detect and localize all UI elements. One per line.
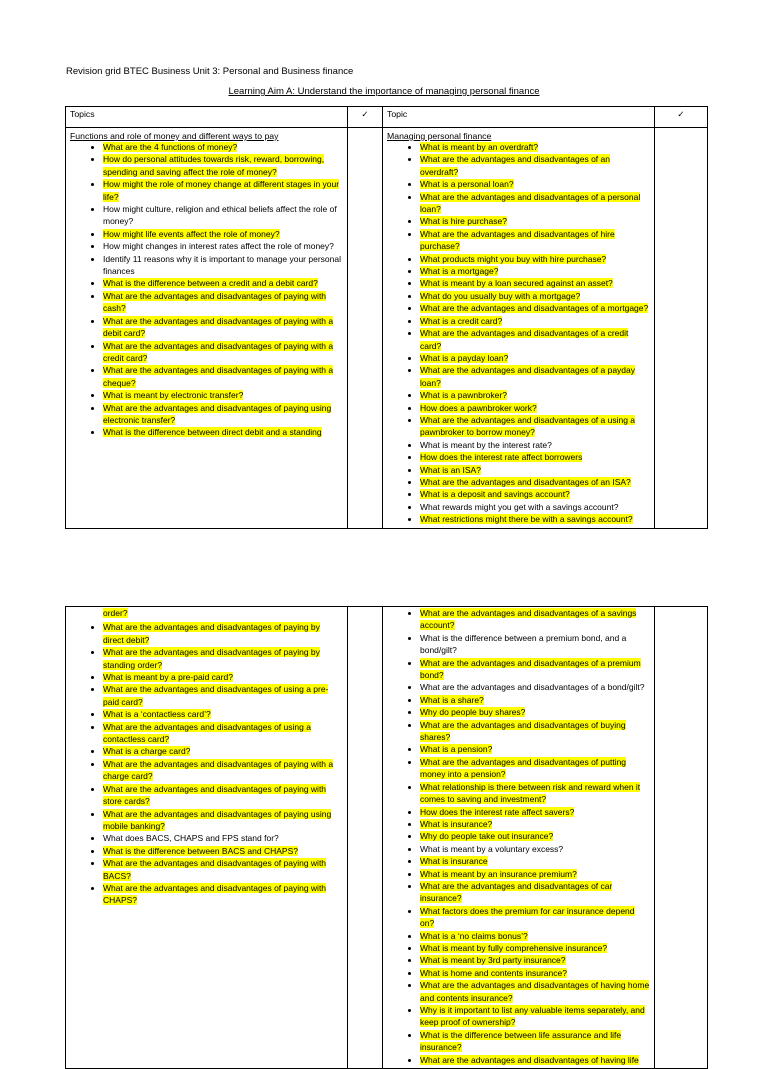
- topic-text: What are the advantages and disadvantages of car insurance?: [420, 880, 613, 904]
- topic-text: What are the advantages and disadvantages of putting money into a pension?: [420, 756, 627, 780]
- right-topic-cell: [383, 607, 655, 1069]
- topic-text: What is a ‘no claims bonus’?: [420, 930, 528, 941]
- topic-text: What are the advantages and disadvantages of an overdraft?: [420, 154, 610, 177]
- list-item: [103, 141, 343, 153]
- topic-text: What is a mortgage?: [420, 266, 499, 277]
- topic-list: [383, 607, 654, 1068]
- topic-text: Identify 11 reasons why it is important to manage your personal finances: [103, 253, 341, 277]
- topic-text: What restrictions might there be with a savings account?: [420, 514, 633, 525]
- topic-text: What factors does the premium for car insurance depend on?: [420, 905, 635, 929]
- topic-text: What are the advantages and disadvantages of paying with BACS?: [103, 858, 327, 881]
- list-item: [420, 414, 650, 439]
- topic-text: How does the interest rate affect savers?: [420, 806, 575, 817]
- list-item: [103, 882, 343, 907]
- list-item: [103, 315, 343, 340]
- list-item: [420, 364, 650, 389]
- topic-text: What are the advantages and disadvantages of a premium bond?: [420, 657, 641, 681]
- list-item: [103, 621, 343, 646]
- list-item: [103, 253, 343, 278]
- list-item: [420, 215, 650, 227]
- list-item: [420, 513, 650, 525]
- topic-text: What relationship is there between risk and reward when it comes to saving and investment?: [420, 781, 641, 805]
- topic-text: What do you usually buy with a mortgage?: [420, 290, 581, 301]
- list-item: [103, 203, 343, 228]
- tick-cell[interactable]: [655, 128, 708, 529]
- tick-header: ✓: [655, 107, 708, 128]
- list-item: [420, 905, 650, 930]
- topic-text: What is the difference between BACS and CHAPS?: [103, 845, 298, 856]
- topic-text: How does a pawnbroker work?: [420, 402, 537, 413]
- topic-text: What are the advantages and disadvantages of paying by standing order?: [103, 647, 320, 670]
- topic-text: What are the advantages and disadvantages of having home and contents insurance?: [420, 980, 650, 1003]
- topic-text: What is a charge card?: [103, 746, 191, 757]
- topic-text: How might changes in interest rates affect the role of money?: [103, 241, 334, 252]
- topic-text: What is a payday loan?: [420, 352, 509, 363]
- topic-text: What is meant by a pre-paid card?: [103, 672, 233, 683]
- section-heading: Functions and role of money and different ways to pay: [70, 131, 279, 141]
- document-title: Revision grid BTEC Business Unit 3: Personal and Business finance: [66, 66, 354, 77]
- list-item: [103, 240, 343, 252]
- topic-text: How might culture, religion and ethical beliefs affect the role of money?: [103, 204, 337, 227]
- list-item: [103, 153, 343, 178]
- topic-text: What are the advantages and disadvantages of paying with CHAPS?: [103, 882, 327, 906]
- topic-text: What are the advantages and disadvantages of paying with a charge card?: [103, 758, 334, 782]
- learning-aim-heading: Learning Aim A: Understand the importance of managing personal finance: [228, 86, 540, 97]
- topic-text: What are the advantages and disadvantages of a savings account?: [420, 608, 637, 631]
- topic-text: What is a share?: [420, 694, 484, 705]
- right-topic-cell: [383, 128, 655, 529]
- list-item: [103, 402, 343, 427]
- list-item: [420, 290, 650, 302]
- topic-text: What is meant by electronic transfer?: [103, 390, 244, 401]
- topic-text: What are the advantages and disadvantages of using a contactless card?: [103, 721, 311, 745]
- topic-text: What are the advantages and disadvantages of buying shares?: [420, 719, 626, 743]
- topic-text: What is a credit card?: [420, 315, 503, 326]
- list-item: [420, 402, 650, 414]
- topic-text: What is meant by a voluntary excess?: [420, 843, 564, 854]
- topic-text: How might the role of money change at different stages in your life?: [103, 179, 340, 202]
- tick-cell[interactable]: [348, 607, 383, 1069]
- topic-text: What are the 4 functions of money?: [103, 142, 238, 152]
- topic-text: What are the advantages and disadvantages of a personal loan?: [420, 191, 641, 215]
- grid-header-row: [66, 107, 708, 128]
- topic-text: What are the advantages and disadvantages of paying with a cheque?: [103, 365, 334, 388]
- list-item: [420, 942, 650, 954]
- list-item: [420, 389, 650, 401]
- list-item: [420, 930, 650, 942]
- list-item: [103, 832, 343, 844]
- topic-text: How does the interest rate affect borrowers: [420, 452, 583, 463]
- topic-text: Why is it important to list any valuable items separately, and keep proof of ownership?: [420, 1005, 645, 1028]
- list-item: [103, 340, 343, 365]
- list-item: [420, 501, 650, 513]
- topic-text: What are the advantages and disadvantages of a mortgage?: [420, 303, 649, 314]
- list-item: [420, 178, 650, 190]
- topic-text: What are the advantages and disadvantages of paying using electronic transfer?: [103, 402, 332, 425]
- list-item: [420, 806, 650, 818]
- topic-text: What are the advantages and disadvantages of paying with a credit card?: [103, 340, 334, 363]
- topic-text: What is meant by a loan secured against an asset?: [420, 278, 613, 289]
- topic-text: What is meant by an overdraft?: [420, 142, 539, 152]
- list-item: [103, 808, 343, 833]
- list-item: [103, 228, 343, 240]
- list-item: [420, 1054, 650, 1066]
- list-item: [420, 743, 650, 755]
- grid-content-row: [66, 607, 708, 1069]
- list-item: [103, 277, 343, 289]
- list-item: [420, 855, 650, 867]
- topic-text: What are the advantages and disadvantages of a credit card?: [420, 328, 629, 351]
- list-item: [103, 671, 343, 683]
- list-item: [420, 277, 650, 289]
- topic-text: What is home and contents insurance?: [420, 967, 567, 978]
- tick-header: ✓: [348, 107, 383, 128]
- topic-text: What is insurance?: [420, 818, 493, 829]
- revision-grid-page-1: [65, 106, 708, 529]
- list-item: [103, 758, 343, 783]
- revision-grid-page-2: [65, 606, 708, 1069]
- list-item: [420, 843, 650, 855]
- list-item: [103, 426, 343, 438]
- section-heading: Managing personal finance: [387, 131, 492, 141]
- list-item: [420, 1004, 650, 1029]
- topic-text: How do personal attitudes towards risk, reward, borrowing, spending and saving affect the role of money?: [103, 154, 325, 177]
- list-item: [420, 315, 650, 327]
- list-item: [420, 979, 650, 1004]
- list-item: [420, 191, 650, 216]
- tick-cell[interactable]: [655, 607, 708, 1069]
- left-topic-cell: [66, 607, 348, 1069]
- list-item: [420, 607, 650, 632]
- list-item: [420, 657, 650, 682]
- topic-text: What is a ‘contactless card’?: [103, 709, 211, 720]
- list-item: [420, 967, 650, 979]
- list-item: [103, 745, 343, 757]
- topic-list: [66, 621, 347, 908]
- topic-text: What is the difference between a credit and a debit card?: [103, 278, 318, 289]
- list-item: [420, 153, 650, 178]
- list-item: [420, 141, 650, 153]
- list-item: [103, 607, 343, 619]
- topic-text: What does BACS, CHAPS and FPS stand for?: [103, 833, 279, 844]
- topic-text: How might life events affect the role of money?: [103, 228, 280, 239]
- topic-text: What are the advantages and disadvantages of a bond/gilt?: [420, 682, 645, 693]
- list-item: [103, 364, 343, 389]
- topic-header: Topic: [383, 107, 655, 128]
- list-item: [420, 694, 650, 706]
- topic-text: What are the advantages and disadvantages of hire purchase?: [420, 228, 615, 252]
- list-item: [420, 706, 650, 718]
- topic-text: What is a pawnbroker?: [420, 390, 507, 401]
- topic-text: Why do people buy shares?: [420, 707, 526, 718]
- topic-text: What is a pension?: [420, 744, 493, 755]
- list-item: [103, 721, 343, 746]
- list-item: [103, 857, 343, 882]
- list-item: [420, 488, 650, 500]
- topic-text: What rewards might you get with a savings account?: [420, 501, 619, 512]
- topic-text: What is hire purchase?: [420, 216, 507, 227]
- topic-text: What is meant by an insurance premium?: [420, 868, 577, 879]
- list-item: [420, 719, 650, 744]
- list-item: [420, 954, 650, 966]
- topic-text: What are the advantages and disadvantages of paying with cash?: [103, 290, 327, 314]
- list-item: [103, 646, 343, 671]
- topic-text: What is a personal loan?: [420, 179, 514, 190]
- left-topic-cell: [66, 128, 348, 529]
- topics-header: Topics: [66, 107, 348, 128]
- list-item: [103, 683, 343, 708]
- list-item: [420, 681, 650, 693]
- topic-text: What is meant by 3rd party insurance?: [420, 955, 566, 966]
- list-item: [103, 783, 343, 808]
- list-item: [420, 880, 650, 905]
- topic-text: What are the advantages and disadvantages of an ISA?: [420, 476, 631, 487]
- list-item: [420, 327, 650, 352]
- tick-cell[interactable]: [348, 128, 383, 529]
- grid-content-row: [66, 128, 708, 529]
- topic-text: What products might you buy with hire purchase?: [420, 253, 607, 264]
- list-item: [420, 302, 650, 314]
- topic-text: What is the difference between life assurance and life insurance?: [420, 1029, 622, 1053]
- list-item: [420, 253, 650, 265]
- list-item: [420, 818, 650, 830]
- list-item: [103, 389, 343, 401]
- list-item: [420, 439, 650, 451]
- topic-text: What are the advantages and disadvantages of paying using mobile banking?: [103, 808, 332, 831]
- topic-text: What is a deposit and savings account?: [420, 489, 570, 500]
- list-item: [103, 845, 343, 857]
- topic-text: What are the advantages and disadvantages of a using a pawnbroker to borrow money?: [420, 414, 636, 438]
- list-item: [420, 265, 650, 277]
- topic-text: What are the advantages and disadvantages of paying with store cards?: [103, 783, 327, 807]
- topic-text: What are the advantages and disadvantages of paying with a debit card?: [103, 315, 334, 339]
- list-item: [103, 708, 343, 720]
- topic-text: What are the advantages and disadvantages of paying by direct debit?: [103, 622, 320, 645]
- list-item: [420, 756, 650, 781]
- list-item: [420, 632, 650, 657]
- topic-text: What are the advantages and disadvantages of a payday loan?: [420, 365, 636, 388]
- list-item: [420, 352, 650, 364]
- list-item: [420, 1029, 650, 1054]
- list-item: [420, 781, 650, 806]
- list-item: [420, 228, 650, 253]
- topic-text: What is the difference between a premium bond, and a bond/gilt?: [420, 632, 627, 656]
- topic-text: What is insurance: [420, 856, 488, 867]
- topic-text: What are the advantages and disadvantages of having life: [420, 1054, 639, 1065]
- topic-text: What are the advantages and disadvantages of using a pre-paid card?: [103, 684, 329, 707]
- topic-text: What is the difference between direct debit and a standing: [103, 427, 322, 438]
- topic-list: [383, 141, 654, 528]
- list-item: [103, 290, 343, 315]
- list-item: [420, 451, 650, 463]
- topic-list: [66, 607, 347, 621]
- list-item: [103, 178, 343, 203]
- list-item: [420, 868, 650, 880]
- list-item: [420, 830, 650, 842]
- list-item: [420, 476, 650, 488]
- topic-text: order?: [103, 608, 128, 618]
- list-item: [420, 464, 650, 476]
- topic-text: What is meant by the interest rate?: [420, 439, 552, 450]
- topic-text: What is meant by fully comprehensive insurance?: [420, 942, 608, 953]
- topic-list: [66, 141, 347, 441]
- topic-text: What is an ISA?: [420, 464, 481, 475]
- topic-text: Why do people take out insurance?: [420, 831, 554, 842]
